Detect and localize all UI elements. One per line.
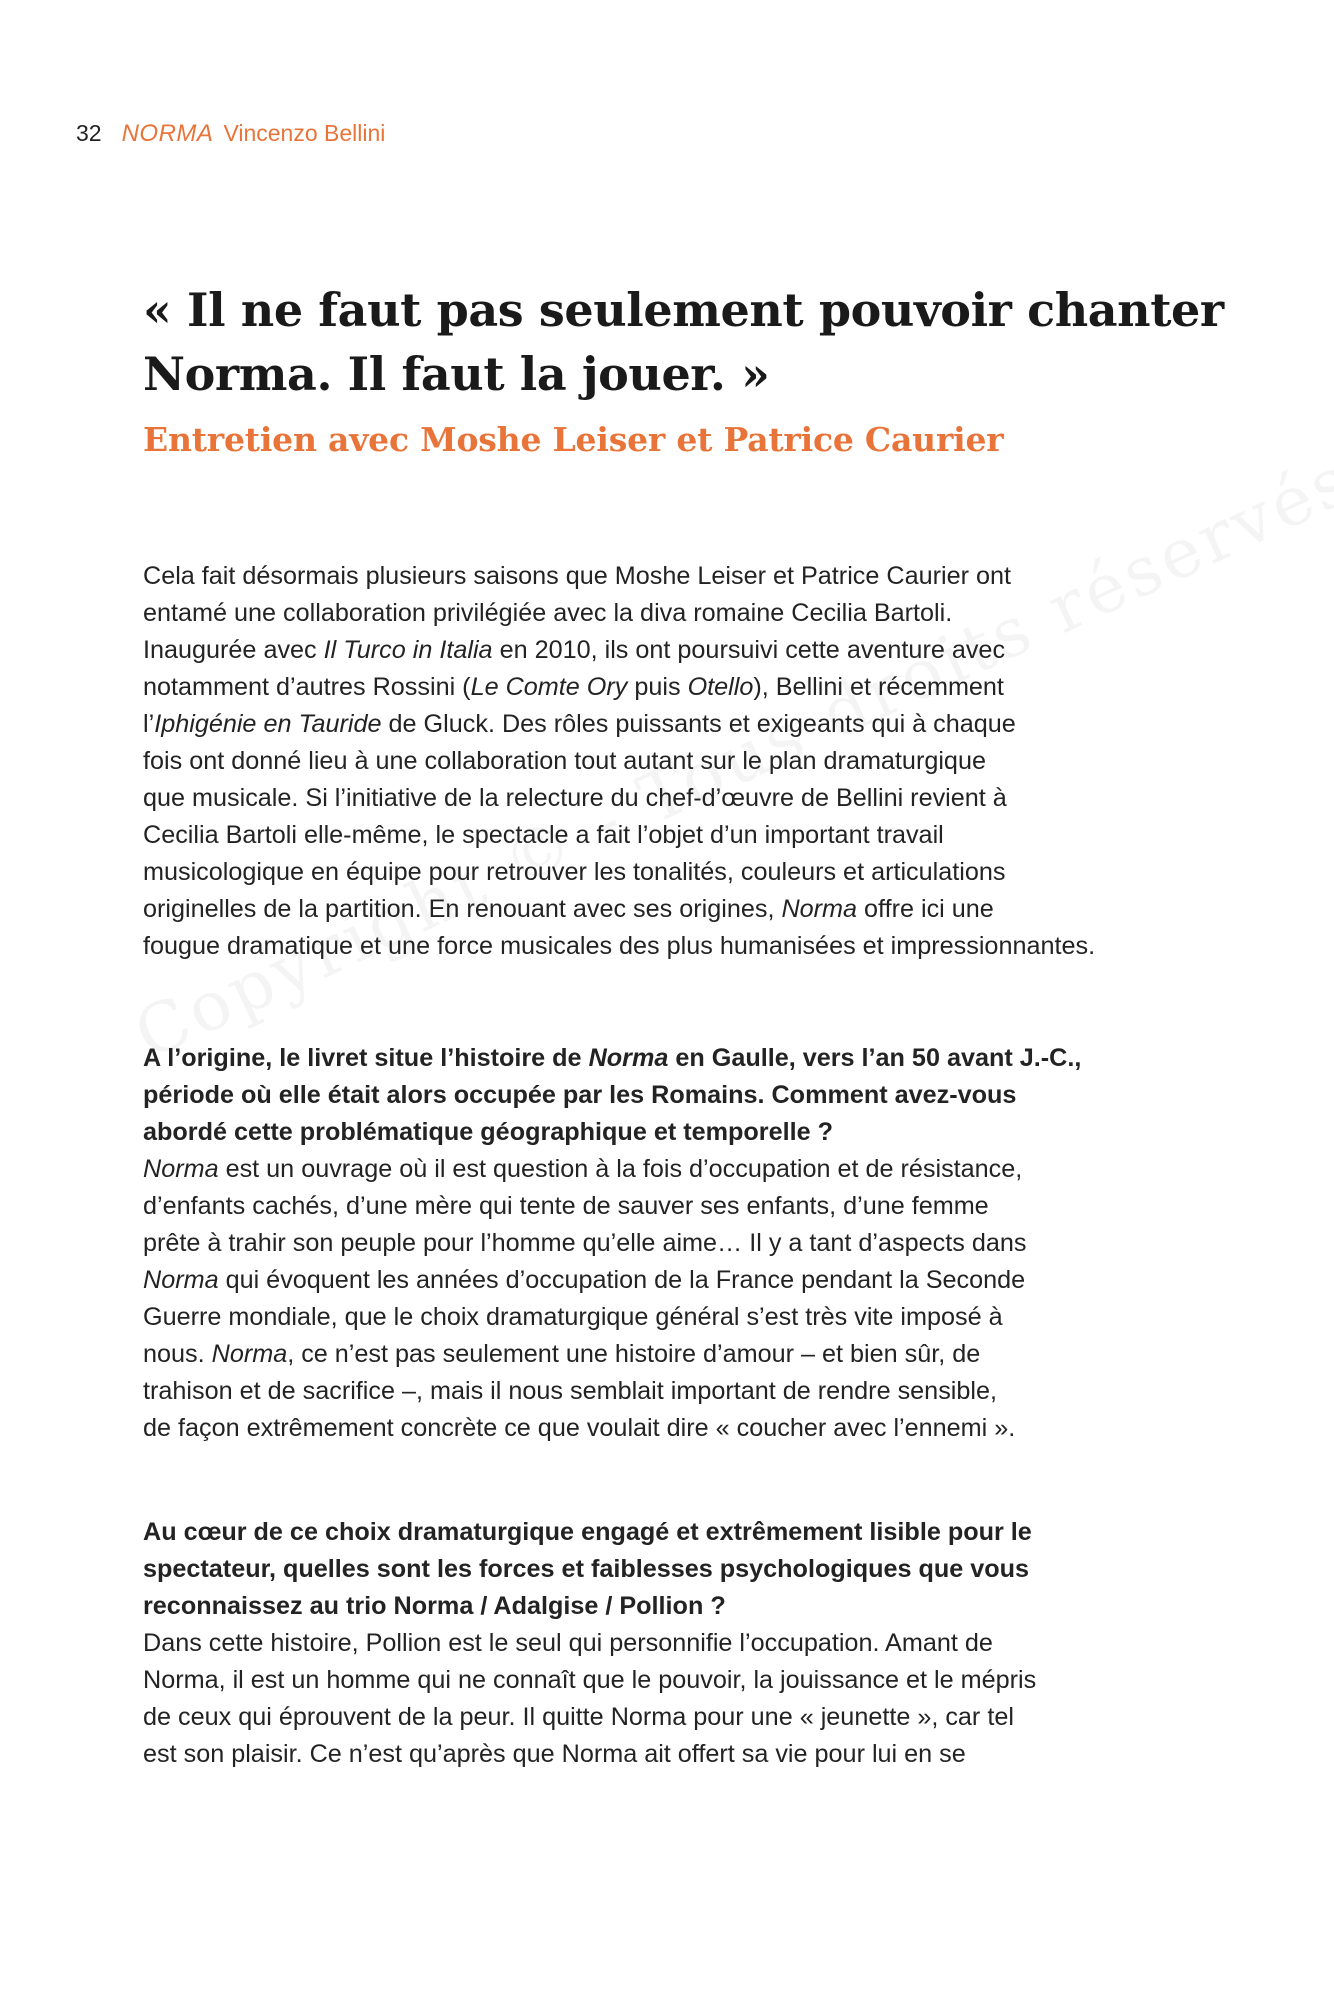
header-opera-title: NORMA (121, 120, 214, 147)
intro-line (143, 854, 1203, 891)
italic-text: Norma (211, 1340, 288, 1368)
answer-line (143, 1736, 1203, 1773)
intro-line (143, 632, 1203, 669)
text-run: reconnaissez au trio Norma / Adalgise / Pollion ? (143, 1592, 726, 1620)
italic-text: Il Turco in Italia (323, 636, 493, 664)
running-header (76, 119, 385, 148)
text-run: A l’origine, le livret situe l’histoire de (143, 1044, 589, 1072)
text-run: qui évoquent les années d’occupation de la France pendant la Seconde (218, 1266, 1026, 1294)
answer-line (143, 1188, 1203, 1225)
italic-text: Iphigénie en Tauride (154, 710, 382, 738)
text-run: spectateur, quelles sont les forces et faiblesses psychologiques que vous (143, 1555, 1030, 1583)
question-line (143, 1514, 1203, 1551)
text-run: , ce n’est pas seulement une histoire d’amour – et bien sûr, de (287, 1340, 981, 1368)
question-line (143, 1040, 1203, 1077)
intro-line (143, 706, 1203, 743)
text-run: de Gluck. Des rôles puissants et exigeants qui à chaque (381, 710, 1016, 738)
interview-subtitle: Entretien avec Moshe Leiser et Patrice Caurier (143, 420, 1004, 459)
intro-line (143, 558, 1203, 595)
italic-text: Norma (143, 1155, 219, 1183)
text-run: d’enfants cachés, d’une mère qui tente de sauver ses enfants, d’une femme (143, 1192, 989, 1220)
intro-line (143, 817, 1203, 854)
text-run: originelles de la partition. En renouant avec ses origines, (143, 895, 782, 923)
qa-block-2 (143, 1514, 1203, 1773)
italic-text: Le Comte Ory (470, 673, 628, 701)
text-run: notamment d’autres Rossini ( (143, 673, 471, 701)
title-line: Norma. Il faut la jouer. » (143, 347, 770, 401)
text-run: en 2010, ils ont poursuivi cette aventure avec (492, 636, 1006, 664)
italic-text: Norma (781, 895, 858, 923)
text-run: prête à trahir son peuple pour l’homme qu’elle aime… Il y a tant d’aspects dans (143, 1229, 1027, 1257)
text-run: Dans cette histoire, Pollion est le seul qui personnifie l’occupation. Amant de (143, 1629, 993, 1657)
text-run: entamé une collaboration privilégiée avec la diva romaine Cecilia Bartoli. (143, 599, 953, 627)
interview-title (143, 278, 1243, 406)
answer-line (143, 1225, 1203, 1262)
text-run: trahison et de sacrifice –, mais il nous semblait important de rendre sensible, (143, 1377, 997, 1405)
intro-line (143, 743, 1203, 780)
text-run: nous. (143, 1340, 212, 1368)
header-composer: Vincenzo Bellini (223, 120, 386, 146)
intro-line (143, 669, 1203, 706)
text-run: Cecilia Bartoli elle-même, le spectacle a fait l’objet d’un important travail (143, 821, 944, 849)
text-run: en Gaulle, vers l’an 50 avant J.-C., (668, 1044, 1082, 1072)
text-run: puis (627, 673, 688, 701)
text-run: l’ (143, 710, 155, 738)
text-run: fougue dramatique et une force musicales des plus humanisées et impressionnantes. (143, 932, 1096, 960)
answer-line (143, 1410, 1203, 1447)
question-line (143, 1077, 1203, 1114)
question-2 (143, 1514, 1203, 1625)
question-line (143, 1551, 1203, 1588)
answer-line (143, 1299, 1203, 1336)
answer-line (143, 1699, 1203, 1736)
text-run: de ceux qui éprouvent de la peur. Il quitte Norma pour une « jeunette », car tel (143, 1703, 1014, 1731)
text-run: musicologique en équipe pour retrouver les tonalités, couleurs et articulations (143, 858, 1006, 886)
italic-text: Norma (588, 1044, 669, 1072)
title-line: « Il ne faut pas seulement pouvoir chanter (143, 283, 1224, 337)
italic-text: Otello (687, 673, 754, 701)
intro-line (143, 891, 1203, 928)
text-run: est son plaisir. Ce n’est qu’après que Norma ait offert sa vie pour lui en se (143, 1740, 966, 1768)
answer-line (143, 1336, 1203, 1373)
answer-line (143, 1625, 1203, 1662)
text-run: de façon extrêmement concrète ce que voulait dire « coucher avec l’ennemi ». (143, 1414, 1016, 1442)
answer-line (143, 1373, 1203, 1410)
question-line (143, 1588, 1203, 1625)
text-run: fois ont donné lieu à une collaboration tout autant sur le plan dramaturgique (143, 747, 986, 775)
answer-1 (143, 1151, 1203, 1447)
text-run: ), Bellini et récemment (753, 673, 1004, 701)
qa-block-1 (143, 1040, 1203, 1447)
text-run: période où elle était alors occupée par les Romains. Comment avez-vous (143, 1081, 1017, 1109)
text-run: Au cœur de ce choix dramaturgique engagé et extrêmement lisible pour le (143, 1518, 1032, 1546)
answer-2 (143, 1625, 1203, 1773)
page-number: 32 (76, 120, 102, 146)
answer-line (143, 1662, 1203, 1699)
text-run: Norma, il est un homme qui ne connaît que le pouvoir, la jouissance et le mépris (143, 1666, 1037, 1694)
intro-line (143, 928, 1203, 965)
text-run: que musicale. Si l’initiative de la relecture du chef-d’œuvre de Bellini revient à (143, 784, 1007, 812)
text-run: est un ouvrage où il est question à la fois d’occupation et de résistance, (218, 1155, 1023, 1183)
text-run: Inaugurée avec (143, 636, 324, 664)
question-1 (143, 1040, 1203, 1151)
text-run: Cela fait désormais plusieurs saisons que Moshe Leiser et Patrice Caurier ont (143, 562, 1011, 590)
question-line (143, 1114, 1203, 1151)
intro-paragraph (143, 558, 1203, 965)
intro-line (143, 595, 1203, 632)
intro-line (143, 780, 1203, 817)
text-run: offre ici une (857, 895, 994, 923)
text-run: abordé cette problématique géographique et temporelle ? (143, 1118, 833, 1146)
italic-text: Norma (143, 1266, 219, 1294)
text-run: Guerre mondiale, que le choix dramaturgique général s’est très vite imposé à (143, 1303, 1003, 1331)
answer-line (143, 1262, 1203, 1299)
answer-line (143, 1151, 1203, 1188)
